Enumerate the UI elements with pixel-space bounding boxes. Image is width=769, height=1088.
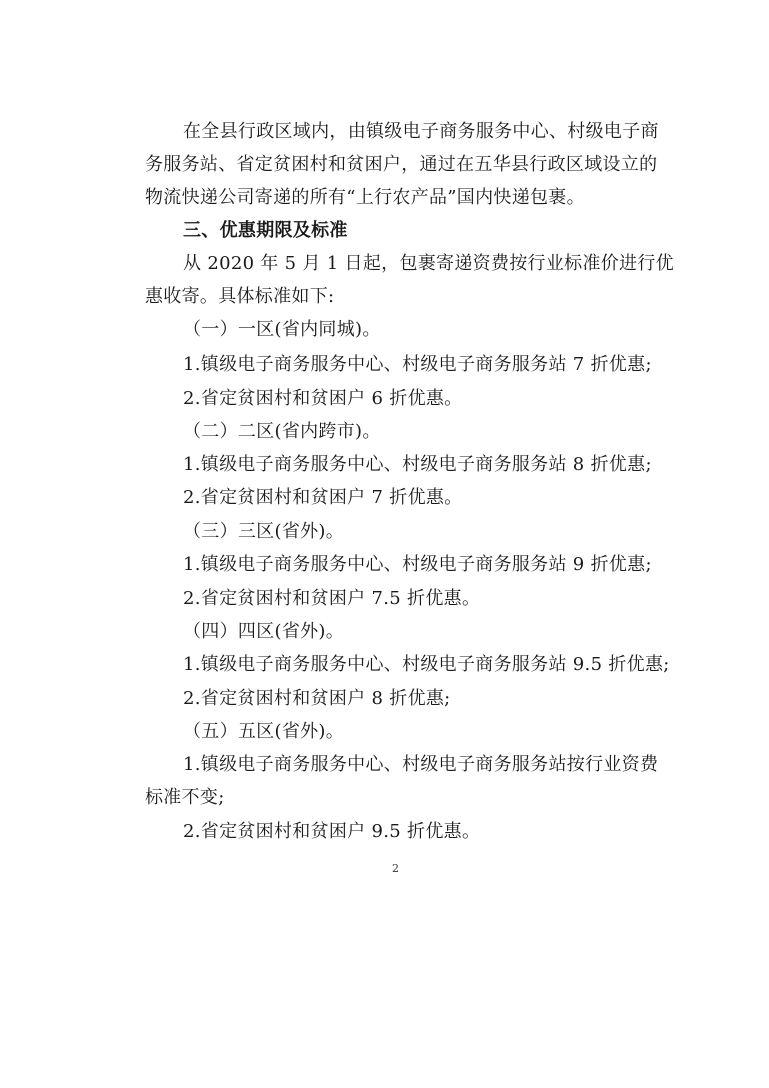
section-heading: 三、优惠期限及标准 [183, 220, 348, 241]
list-item: 1.镇级电子商务服务中心、村级电子商务服务站 9.5 折优惠; [183, 654, 670, 675]
paragraph-line: 务服务站、省定贫困村和贫困户，通过在五华县行政区域设立的 [145, 154, 658, 175]
paragraph-line: 在全县行政区域内，由镇级电子商务服务中心、村级电子商 [183, 121, 659, 142]
list-item: 2.省定贫困村和贫困户 7.5 折优惠。 [183, 588, 481, 609]
zone-heading: （三）三区(省外)。 [183, 521, 345, 542]
zone-heading: （一）一区(省内同城)。 [183, 319, 381, 340]
zone-heading: （五）五区(省外)。 [183, 721, 345, 742]
list-item: 2.省定贫困村和贫困户 8 折优惠; [183, 688, 451, 709]
list-item: 1.镇级电子商务服务中心、村级电子商务服务站按行业资费 [183, 754, 659, 775]
paragraph-line: 从 2020 年 5 月 1 日起，包裹寄递资费按行业标准价进行优 [183, 253, 674, 274]
paragraph-line: 物流快递公司寄递的所有“上行农产品”国内快递包裹。 [145, 187, 585, 208]
page-number: 2 [392, 862, 399, 875]
list-item: 1.镇级电子商务服务中心、村级电子商务服务站 9 折优惠; [183, 554, 652, 575]
list-item: 2.省定贫困村和贫困户 7 折优惠。 [183, 487, 463, 508]
zone-heading: （二）二区(省内跨市)。 [183, 421, 381, 442]
list-item: 2.省定贫困村和贫困户 9.5 折优惠。 [183, 821, 481, 842]
list-item: 1.镇级电子商务服务中心、村级电子商务服务站 7 折优惠; [183, 354, 652, 375]
zone-heading: （四）四区(省外)。 [183, 621, 345, 642]
list-item: 2.省定贫困村和贫困户 6 折优惠。 [183, 388, 463, 409]
list-item-continuation: 标准不变; [145, 787, 225, 808]
paragraph-line: 惠收寄。具体标准如下: [145, 286, 335, 307]
list-item: 1.镇级电子商务服务中心、村级电子商务服务站 8 折优惠; [183, 454, 652, 475]
